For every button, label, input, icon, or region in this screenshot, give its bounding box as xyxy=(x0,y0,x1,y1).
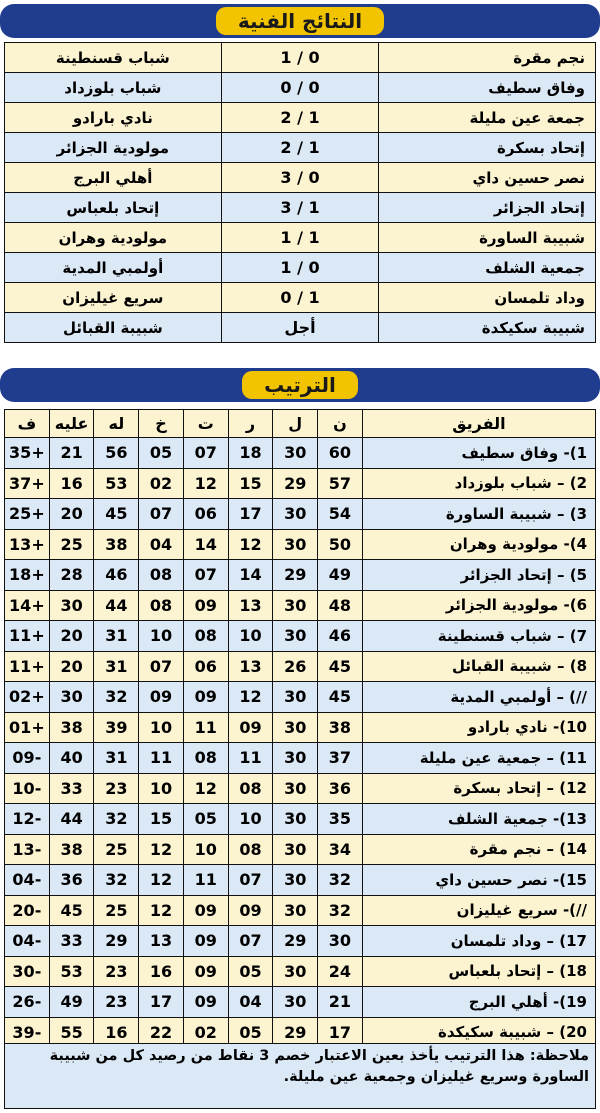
standing-goals-against: 20 xyxy=(49,621,94,652)
standing-row xyxy=(5,468,596,499)
standing-team: 8) – شبيبة القبائل xyxy=(362,651,595,682)
standing-goals-for: 16 xyxy=(94,1017,139,1048)
standing-won: 18 xyxy=(228,438,273,469)
standing-draw: 14 xyxy=(183,529,228,560)
standing-points: 17 xyxy=(318,1017,363,1048)
standing-goals-for: 31 xyxy=(94,651,139,682)
standing-goals-against: 30 xyxy=(49,590,94,621)
match-score: 0 / 0 xyxy=(221,73,379,103)
standing-won: 10 xyxy=(228,621,273,652)
standing-points: 49 xyxy=(318,560,363,591)
match-home-team: إتحاد الجزائر xyxy=(379,193,596,223)
standing-goals-for: 23 xyxy=(94,773,139,804)
standing-played: 26 xyxy=(273,651,318,682)
match-home-team: جمعة عين مليلة xyxy=(379,103,596,133)
standing-points: 45 xyxy=(318,682,363,713)
match-row xyxy=(5,103,596,133)
standing-draw: 09 xyxy=(183,987,228,1018)
standing-lost: 07 xyxy=(139,651,184,682)
standing-won: 11 xyxy=(228,743,273,774)
match-home-team: نصر حسين داي xyxy=(379,163,596,193)
standing-lost: 02 xyxy=(139,468,184,499)
standing-points: 50 xyxy=(318,529,363,560)
standing-won: 12 xyxy=(228,682,273,713)
match-home-team: وفاق سطيف xyxy=(379,73,596,103)
standings-title: الترتيب xyxy=(242,371,358,399)
standing-row xyxy=(5,682,596,713)
standing-points: 37 xyxy=(318,743,363,774)
standing-draw: 09 xyxy=(183,895,228,926)
standing-draw: 06 xyxy=(183,651,228,682)
standing-goal-diff: -39 xyxy=(5,1017,50,1048)
standing-team: 19)- أهلي البرج xyxy=(362,987,595,1018)
standing-goals-for: 25 xyxy=(94,895,139,926)
standing-goals-for: 53 xyxy=(94,468,139,499)
standing-lost: 05 xyxy=(139,438,184,469)
standing-lost: 10 xyxy=(139,712,184,743)
standing-goals-for: 31 xyxy=(94,621,139,652)
standing-team: 14) – نجم مقرة xyxy=(362,834,595,865)
standing-draw: 12 xyxy=(183,468,228,499)
standing-points: 24 xyxy=(318,956,363,987)
standing-team: 4)- مولودية وهران xyxy=(362,529,595,560)
standing-goals-for: 31 xyxy=(94,743,139,774)
standing-played: 29 xyxy=(273,560,318,591)
standing-won: 05 xyxy=(228,956,273,987)
standing-goal-diff: -04 xyxy=(5,926,50,957)
standing-goal-diff: -13 xyxy=(5,834,50,865)
standing-goal-diff: -20 xyxy=(5,895,50,926)
standing-points: 21 xyxy=(318,987,363,1018)
standing-goal-diff: +18 xyxy=(5,560,50,591)
standing-goal-diff: -04 xyxy=(5,865,50,896)
match-home-team: نجم مقرة xyxy=(379,43,596,73)
standings-table xyxy=(4,409,596,1048)
standing-goals-against: 49 xyxy=(49,987,94,1018)
standing-goals-against: 33 xyxy=(49,926,94,957)
standing-lost: 10 xyxy=(139,773,184,804)
standing-won: 04 xyxy=(228,987,273,1018)
standing-lost: 04 xyxy=(139,529,184,560)
standing-played: 29 xyxy=(273,1017,318,1048)
standing-draw: 02 xyxy=(183,1017,228,1048)
standing-team: 5) – إتحاد الجزائر xyxy=(362,560,595,591)
match-row xyxy=(5,313,596,343)
standing-row xyxy=(5,773,596,804)
standing-played: 30 xyxy=(273,987,318,1018)
standing-team: 20) – شبيبة سكيكدة xyxy=(362,1017,595,1048)
standing-lost: 12 xyxy=(139,865,184,896)
standing-won: 10 xyxy=(228,804,273,835)
standing-row xyxy=(5,926,596,957)
match-away-team: سريع غيليزان xyxy=(5,283,222,313)
match-row xyxy=(5,193,596,223)
standing-row xyxy=(5,865,596,896)
standing-draw: 09 xyxy=(183,590,228,621)
standing-played: 29 xyxy=(273,926,318,957)
standing-won: 13 xyxy=(228,651,273,682)
standing-played: 30 xyxy=(273,621,318,652)
standing-goals-against: 30 xyxy=(49,682,94,713)
standing-played: 30 xyxy=(273,956,318,987)
standing-row xyxy=(5,651,596,682)
match-home-team: وداد تلمسان xyxy=(379,283,596,313)
standing-goal-diff: -26 xyxy=(5,987,50,1018)
standing-goals-against: 20 xyxy=(49,651,94,682)
standing-points: 38 xyxy=(318,712,363,743)
standing-won: 05 xyxy=(228,1017,273,1048)
standing-won: 15 xyxy=(228,468,273,499)
match-away-team: مولودية وهران xyxy=(5,223,222,253)
standing-team: 6)- مولودية الجزائر xyxy=(362,590,595,621)
standing-points: 57 xyxy=(318,468,363,499)
standing-played: 30 xyxy=(273,834,318,865)
standing-points: 60 xyxy=(318,438,363,469)
standing-lost: 08 xyxy=(139,590,184,621)
match-score: 1 / 1 xyxy=(221,223,379,253)
match-away-team: نادي بارادو xyxy=(5,103,222,133)
header-goals-against: عليه xyxy=(49,410,94,438)
standing-goals-against: 33 xyxy=(49,773,94,804)
match-row xyxy=(5,283,596,313)
standing-goal-diff: +37 xyxy=(5,468,50,499)
standing-lost: 07 xyxy=(139,499,184,530)
match-row xyxy=(5,253,596,283)
standing-goals-against: 40 xyxy=(49,743,94,774)
match-row xyxy=(5,133,596,163)
standing-team: 2) – شباب بلوزداد xyxy=(362,468,595,499)
standing-points: 32 xyxy=(318,895,363,926)
standing-goals-against: 38 xyxy=(49,712,94,743)
standing-won: 07 xyxy=(228,865,273,896)
header-goals-for: له xyxy=(94,410,139,438)
match-score: 1 / 2 xyxy=(221,103,379,133)
standing-row xyxy=(5,590,596,621)
standing-won: 17 xyxy=(228,499,273,530)
standing-lost: 10 xyxy=(139,621,184,652)
standing-row xyxy=(5,956,596,987)
standing-team: 1)- وفاق سطيف xyxy=(362,438,595,469)
standing-goal-diff: -30 xyxy=(5,956,50,987)
standing-draw: 12 xyxy=(183,773,228,804)
match-away-team: مولودية الجزائر xyxy=(5,133,222,163)
standing-team: 13)- جمعية الشلف xyxy=(362,804,595,835)
standing-team: 12) – إتحاد بسكرة xyxy=(362,773,595,804)
standing-team: 10)- نادي بارادو xyxy=(362,712,595,743)
match-away-team: شباب بلوزداد xyxy=(5,73,222,103)
standing-goal-diff: +11 xyxy=(5,651,50,682)
standing-goals-against: 55 xyxy=(49,1017,94,1048)
standing-row xyxy=(5,743,596,774)
standing-played: 29 xyxy=(273,468,318,499)
standing-won: 08 xyxy=(228,834,273,865)
header-draw: ت xyxy=(183,410,228,438)
standing-points: 36 xyxy=(318,773,363,804)
header-goal-diff: ف xyxy=(5,410,50,438)
standing-played: 30 xyxy=(273,499,318,530)
standing-team: 7) – شباب قسنطينة xyxy=(362,621,595,652)
standing-row xyxy=(5,560,596,591)
header-points: ن xyxy=(318,410,363,438)
match-score: 1 / 2 xyxy=(221,133,379,163)
standing-lost: 17 xyxy=(139,987,184,1018)
standing-won: 09 xyxy=(228,712,273,743)
match-home-team: جمعية الشلف xyxy=(379,253,596,283)
standing-goals-for: 44 xyxy=(94,590,139,621)
standing-goals-for: 29 xyxy=(94,926,139,957)
standing-goal-diff: +11 xyxy=(5,621,50,652)
standings-note: ملاحظة: هذا الترتيب يأخذ بعين الاعتبار خصم 3 نقاط من رصيد كل من شبيبة الساورة وسريع غيليزان وجمعية عين مليلة. xyxy=(4,1043,596,1109)
standing-row xyxy=(5,987,596,1018)
standing-row xyxy=(5,804,596,835)
standing-points: 48 xyxy=(318,590,363,621)
match-score: أجل xyxy=(221,313,379,343)
standing-lost: 12 xyxy=(139,834,184,865)
standing-played: 30 xyxy=(273,712,318,743)
standing-team: //) – أولمبي المدية xyxy=(362,682,595,713)
standing-won: 12 xyxy=(228,529,273,560)
standing-played: 30 xyxy=(273,743,318,774)
standing-goals-against: 16 xyxy=(49,468,94,499)
standing-draw: 05 xyxy=(183,804,228,835)
standing-draw: 11 xyxy=(183,712,228,743)
standing-goals-for: 25 xyxy=(94,834,139,865)
standing-goals-for: 23 xyxy=(94,956,139,987)
match-row xyxy=(5,223,596,253)
standing-goal-diff: +01 xyxy=(5,712,50,743)
standing-points: 30 xyxy=(318,926,363,957)
results-banner xyxy=(0,4,600,38)
standing-goals-for: 39 xyxy=(94,712,139,743)
standing-played: 30 xyxy=(273,529,318,560)
standing-goal-diff: -10 xyxy=(5,773,50,804)
standing-draw: 08 xyxy=(183,743,228,774)
standing-team: 15)- نصر حسين داي xyxy=(362,865,595,896)
standing-row xyxy=(5,712,596,743)
standing-goals-for: 32 xyxy=(94,682,139,713)
standing-row xyxy=(5,834,596,865)
match-score: 0 / 1 xyxy=(221,43,379,73)
standing-row xyxy=(5,895,596,926)
results-title: النتائج الفنية xyxy=(216,7,384,35)
standing-goals-for: 46 xyxy=(94,560,139,591)
standing-row xyxy=(5,529,596,560)
standing-draw: 09 xyxy=(183,682,228,713)
standing-row xyxy=(5,438,596,469)
match-away-team: أهلي البرج xyxy=(5,163,222,193)
standing-points: 34 xyxy=(318,834,363,865)
match-score: 0 / 3 xyxy=(221,163,379,193)
header-team: الفريق xyxy=(362,410,595,438)
standing-goals-against: 38 xyxy=(49,834,94,865)
standing-lost: 22 xyxy=(139,1017,184,1048)
match-row xyxy=(5,73,596,103)
match-score: 1 / 3 xyxy=(221,193,379,223)
standing-draw: 06 xyxy=(183,499,228,530)
header-played: ل xyxy=(273,410,318,438)
standing-lost: 15 xyxy=(139,804,184,835)
standing-goals-for: 45 xyxy=(94,499,139,530)
standings-header-row xyxy=(5,410,596,438)
standing-goals-for: 32 xyxy=(94,804,139,835)
standing-goals-against: 36 xyxy=(49,865,94,896)
standing-goal-diff: -09 xyxy=(5,743,50,774)
standing-lost: 12 xyxy=(139,895,184,926)
standing-won: 14 xyxy=(228,560,273,591)
match-row xyxy=(5,43,596,73)
standing-goal-diff: +13 xyxy=(5,529,50,560)
match-away-team: شبيبة القبائل xyxy=(5,313,222,343)
standing-draw: 09 xyxy=(183,956,228,987)
standing-played: 30 xyxy=(273,590,318,621)
standing-lost: 16 xyxy=(139,956,184,987)
match-away-team: إتحاد بلعباس xyxy=(5,193,222,223)
match-away-team: أولمبي المدية xyxy=(5,253,222,283)
standing-points: 54 xyxy=(318,499,363,530)
match-home-team: إتحاد بسكرة xyxy=(379,133,596,163)
standing-goals-against: 25 xyxy=(49,529,94,560)
standing-lost: 08 xyxy=(139,560,184,591)
standing-team: //)- سريع غيليزان xyxy=(362,895,595,926)
standing-won: 07 xyxy=(228,926,273,957)
standing-row xyxy=(5,621,596,652)
match-away-team: شباب قسنطينة xyxy=(5,43,222,73)
standing-lost: 09 xyxy=(139,682,184,713)
standing-goal-diff: +35 xyxy=(5,438,50,469)
match-score: 0 / 1 xyxy=(221,253,379,283)
standing-draw: 07 xyxy=(183,438,228,469)
standing-goals-for: 38 xyxy=(94,529,139,560)
standing-won: 13 xyxy=(228,590,273,621)
standing-draw: 10 xyxy=(183,834,228,865)
standing-lost: 13 xyxy=(139,926,184,957)
standing-team: 11) – جمعية عين مليلة xyxy=(362,743,595,774)
standing-goals-against: 28 xyxy=(49,560,94,591)
match-home-team: شبيبة الساورة xyxy=(379,223,596,253)
standing-won: 08 xyxy=(228,773,273,804)
standing-played: 30 xyxy=(273,682,318,713)
standing-goals-for: 56 xyxy=(94,438,139,469)
standing-draw: 07 xyxy=(183,560,228,591)
standing-goal-diff: +25 xyxy=(5,499,50,530)
standing-goals-against: 45 xyxy=(49,895,94,926)
results-table xyxy=(4,42,596,343)
standing-team: 17) – وداد تلمسان xyxy=(362,926,595,957)
standing-goals-against: 20 xyxy=(49,499,94,530)
standing-points: 46 xyxy=(318,621,363,652)
standing-won: 09 xyxy=(228,895,273,926)
standing-points: 32 xyxy=(318,865,363,896)
standing-goal-diff: +02 xyxy=(5,682,50,713)
standing-points: 35 xyxy=(318,804,363,835)
match-score: 1 / 0 xyxy=(221,283,379,313)
standings-banner xyxy=(0,368,600,402)
header-won: ر xyxy=(228,410,273,438)
standing-goals-for: 23 xyxy=(94,987,139,1018)
standing-points: 45 xyxy=(318,651,363,682)
standing-goal-diff: +14 xyxy=(5,590,50,621)
standing-goals-against: 21 xyxy=(49,438,94,469)
standing-goal-diff: -12 xyxy=(5,804,50,835)
standing-played: 30 xyxy=(273,773,318,804)
standing-draw: 11 xyxy=(183,865,228,896)
standing-goals-against: 44 xyxy=(49,804,94,835)
standing-team: 18) – إتحاد بلعباس xyxy=(362,956,595,987)
standing-played: 30 xyxy=(273,865,318,896)
standing-team: 3) – شبيبة الساورة xyxy=(362,499,595,530)
standing-lost: 11 xyxy=(139,743,184,774)
standing-goals-for: 32 xyxy=(94,865,139,896)
standing-goals-against: 53 xyxy=(49,956,94,987)
standing-draw: 09 xyxy=(183,926,228,957)
match-home-team: شبيبة سكيكدة xyxy=(379,313,596,343)
match-row xyxy=(5,163,596,193)
header-lost: خ xyxy=(139,410,184,438)
standing-row xyxy=(5,499,596,530)
standing-played: 30 xyxy=(273,438,318,469)
standing-played: 30 xyxy=(273,804,318,835)
standing-draw: 08 xyxy=(183,621,228,652)
standing-played: 30 xyxy=(273,895,318,926)
